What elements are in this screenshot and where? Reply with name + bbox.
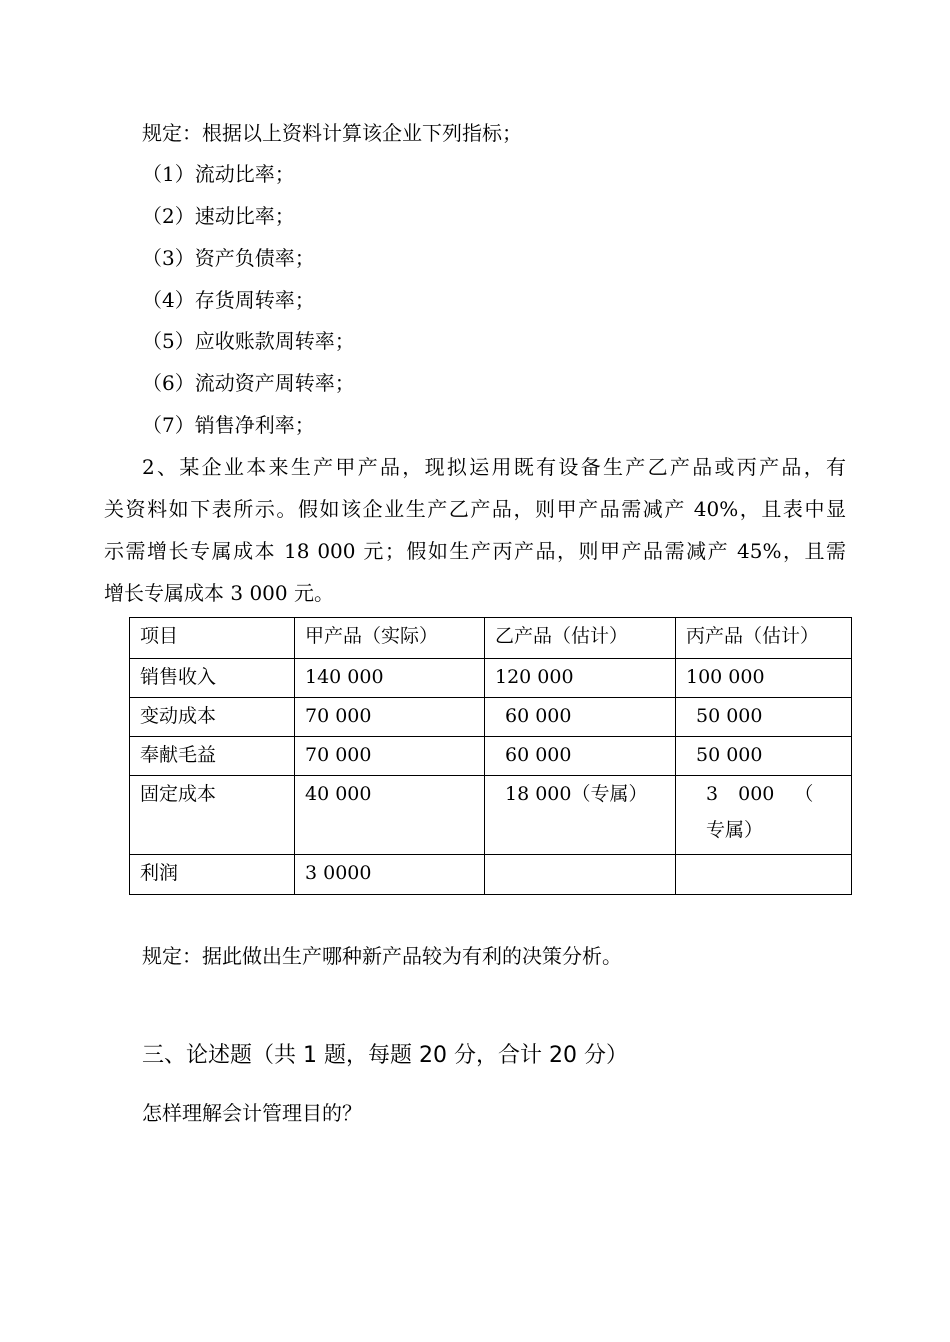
requirement-intro: 规定：根据以上资料计算该企业下列指标； [142,121,522,145]
indicator-item: （7）销售净利率； [142,413,315,437]
table-cell: 120 000 [485,659,676,698]
table-cell: 奉献毛益 [130,737,295,776]
table-row [130,776,852,855]
section-3-heading: 三、论述题（共 1 题，每题 20 分，合计 20 分） [142,1043,628,1068]
indicator-item: （5）应收账款周转率； [142,329,355,353]
table-header-cell: 甲产品（实际） [295,618,485,659]
table-cell: 3 0000 [295,855,485,895]
table-row [130,659,852,698]
table-cell: 利润 [130,855,295,895]
table-cell: 70 000 [295,737,485,776]
table-row [130,737,852,776]
table-cell: 变动成本 [130,698,295,737]
problem-2-line: 增长专属成本 3 000 元。 [104,581,334,605]
table-header-cell: 乙产品（估计） [485,618,676,659]
table-cell: 50 000 [676,698,852,737]
table-header-row [130,618,852,659]
problem-2-line: 2、某企业本来生产甲产品，现拟运用既有设备生产乙产品或丙产品，有 [142,455,846,479]
table-row [130,698,852,737]
table-cell: 18 000（专属） [485,776,676,855]
table-cell: 140 000 [295,659,485,698]
table-row [130,855,852,895]
problem-2-line: 示需增长专属成本 18 000 元；假如生产丙产品，则甲产品需减产 45%，且需 [104,539,846,563]
table-cell [485,855,676,895]
table-header-cell: 丙产品（估计） [676,618,852,659]
table-cell: 60 000 [485,737,676,776]
requirement-2: 规定：据此做出生产哪种新产品较为有利的决策分析。 [142,944,622,968]
table-cell [676,855,852,895]
indicator-item: （6）流动资产周转率； [142,371,355,395]
table-header-cell: 项目 [130,618,295,659]
indicator-item: （2）速动比率； [142,204,295,228]
table-cell: 60 000 [485,698,676,737]
table-cell: 40 000 [295,776,485,855]
section-3-question: 怎样理解会计管理目的？ [142,1101,362,1125]
indicator-item: （4）存货周转率； [142,288,315,312]
table-cell: 销售收入 [130,659,295,698]
indicator-item: （3）资产负债率； [142,246,315,270]
table-cell: 3 000 （ 专属） [676,776,852,855]
product-data-table [129,617,852,895]
problem-2-line: 关资料如下表所示。假如该企业生产乙产品，则甲产品需减产 40%，且表中显 [104,497,846,521]
table-cell: 固定成本 [130,776,295,855]
table-cell: 50 000 [676,737,852,776]
table-cell: 70 000 [295,698,485,737]
table-cell: 100 000 [676,659,852,698]
indicator-item: （1）流动比率； [142,162,295,186]
